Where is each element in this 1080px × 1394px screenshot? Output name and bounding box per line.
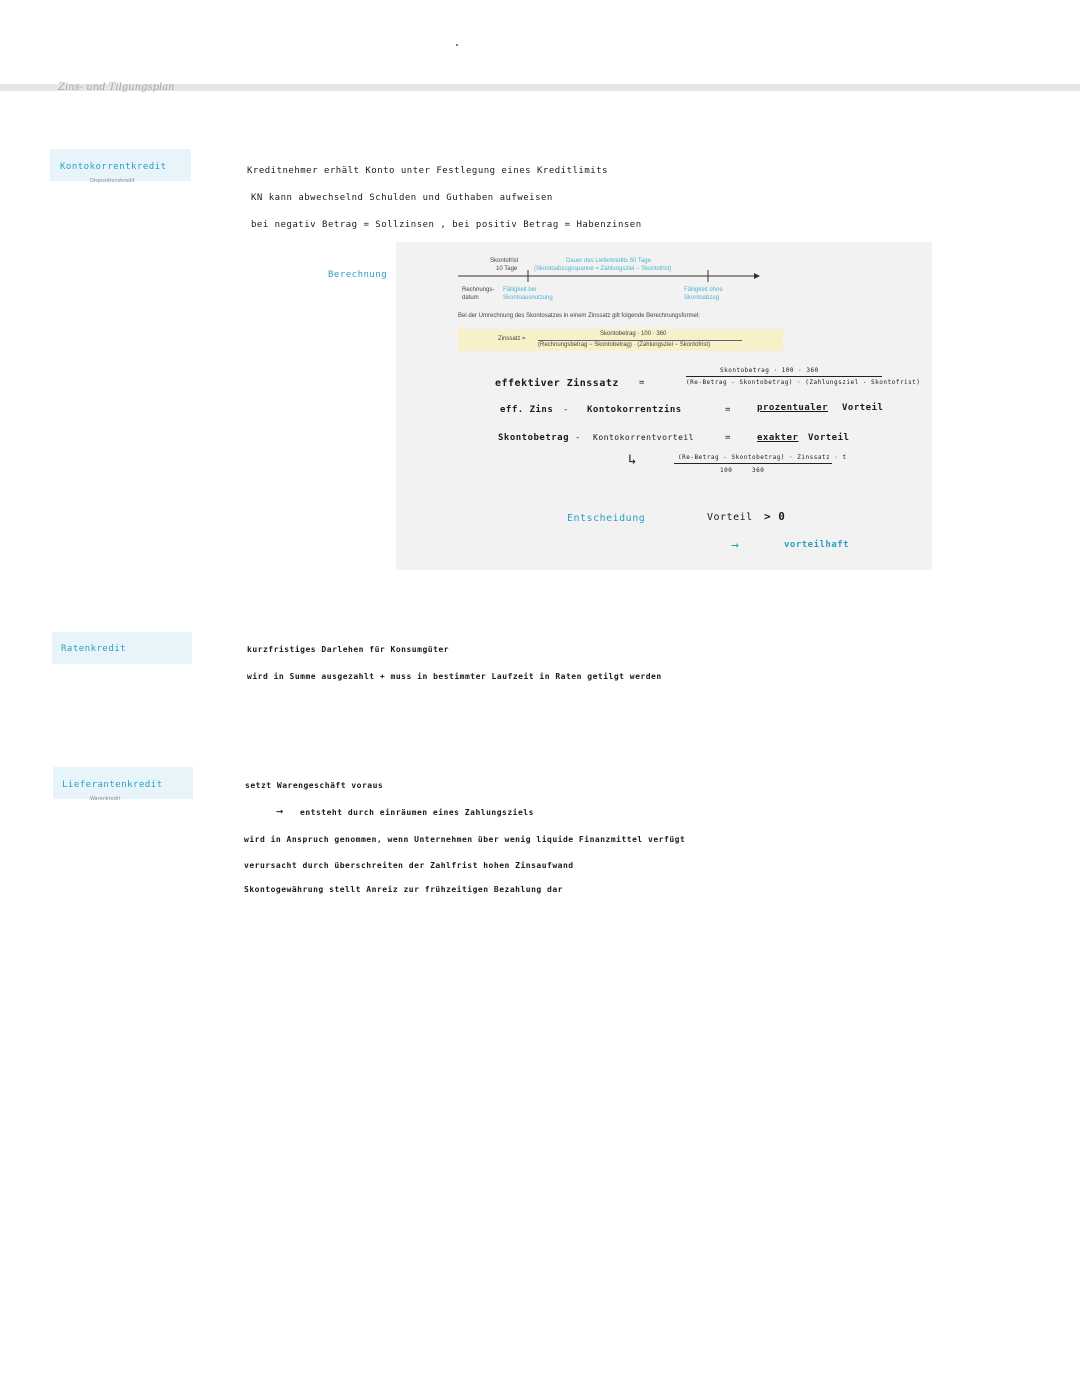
tag-label: Lieferantenkredit (62, 780, 163, 790)
tl-dauer-formula: (Skontoabzugsspanne = Zahlungsziel − Skontofrist) (534, 266, 672, 272)
frac1-numerator: Skontobetrag · 100 · 360 (720, 367, 819, 374)
note-line: verursacht durch überschreiten der Zahlfrist hohen Zinsaufwand (244, 861, 574, 870)
arrow-right-icon: → (731, 538, 740, 553)
tl-days: 10 Tage (496, 266, 518, 272)
tag-lieferantenkredit (53, 767, 193, 802)
row3-right-b: Vorteil (808, 433, 850, 443)
note-line: Kreditnehmer erhält Konto unter Festlegung eines Kreditlimits (247, 166, 609, 176)
formula-numerator: Skontobetrag · 100 · 360 (600, 331, 667, 337)
tl-faelligkeit-bei: Fälligkeit bei Skontoausnutzung (503, 287, 553, 301)
tl-dauer: Dauer des Lieferkredits 50 Tage (566, 258, 651, 264)
arrow-down-right-icon: ↳ (628, 452, 637, 468)
tag-ratenkredit (52, 632, 192, 664)
row2-left: eff. Zins (500, 405, 554, 415)
frac2-den-a: 100 (720, 467, 733, 474)
row3-right-a: exakter (757, 433, 799, 443)
row2-right-a: prozentualer (757, 403, 829, 413)
greater-zero: > 0 (764, 510, 786, 523)
note-line: KN kann abwechselnd Schulden und Guthaben aufweisen (251, 193, 553, 203)
tag-kontokorrentkredit (50, 149, 191, 184)
formula-bar (538, 340, 742, 341)
vorteilhaft-label: vorteilhaft (784, 540, 850, 550)
note-line: bei negativ Betrag = Sollzinsen , bei positiv Betrag = Habenzinsen (251, 220, 642, 230)
row2-eq: = (725, 405, 731, 415)
page-header: Zins- und Tilgungsplan (58, 82, 175, 93)
tag-label: Kontokorrentkredit (60, 162, 167, 172)
tl-instruction: Bei der Umrechnung des Skontosatzes in einem Zinssatz gilt folgende Berechnungsformel: (458, 313, 700, 319)
formula-denominator: (Rechnungsbetrag − Skontobetrag) · (Zahlungsziel − Skontofrist) (538, 342, 711, 348)
row3-left: Skontobetrag (498, 433, 570, 443)
frac1-denominator: (Re-Betrag - Skontobetrag) · (Zahlungsziel - Skontofrist) (686, 379, 921, 386)
tag-label: Ratenkredit (61, 644, 127, 654)
tl-skontofrist: Skontofrist (490, 258, 519, 264)
tl-faelligkeit-ohne: Fälligkeit ohne Skontoabzug (684, 287, 723, 301)
vorteil-label: Vorteil (707, 512, 753, 523)
tl-rechnungsdatum: Rechnungs- datum (462, 287, 495, 301)
row3-eq: = (725, 433, 731, 443)
note-line: wird in Summe ausgezahlt + muss in bestimmter Laufzeit in Raten getilgt werden (247, 672, 662, 681)
frac2-bar (674, 463, 832, 464)
row2-minus: - (563, 405, 569, 415)
tag-sublabel: Warenkredit (90, 796, 121, 802)
row2-right-b: Vorteil (842, 403, 884, 413)
arrow-right-icon: → (276, 804, 284, 818)
frac2-numerator: (Re-Betrag - Skontobetrag) · Zinssatz · t (678, 454, 847, 461)
frac1-bar (686, 376, 882, 377)
row3-mid: Kontokorrentvorteil (593, 433, 695, 442)
stray-dot (456, 44, 458, 46)
tag-sublabel: Dispositionskredit (90, 178, 135, 184)
note-line: kurzfristiges Darlehen für Konsumgüter (247, 645, 450, 654)
row3-minus: - (575, 433, 581, 443)
berechnung-label: Berechnung (328, 270, 388, 280)
note-line: setzt Warengeschäft voraus (245, 781, 384, 790)
zinssatz-label: Zinssatz = (498, 336, 526, 342)
frac2-den-b: 360 (752, 467, 765, 474)
note-line: wird in Anspruch genommen, wenn Unternehmen über wenig liquide Finanzmittel verfügt (244, 835, 686, 844)
eff-zins-label: effektiver Zinssatz (495, 378, 619, 389)
entscheidung-label: Entscheidung (567, 513, 646, 524)
equals-sign: = (639, 378, 645, 388)
row2-mid: Kontokorrentzins (587, 405, 682, 415)
note-line: entsteht durch einräumen eines Zahlungsziels (300, 808, 534, 817)
note-line: Skontogewährung stellt Anreiz zur frühzeitigen Bezahlung dar (244, 885, 563, 894)
